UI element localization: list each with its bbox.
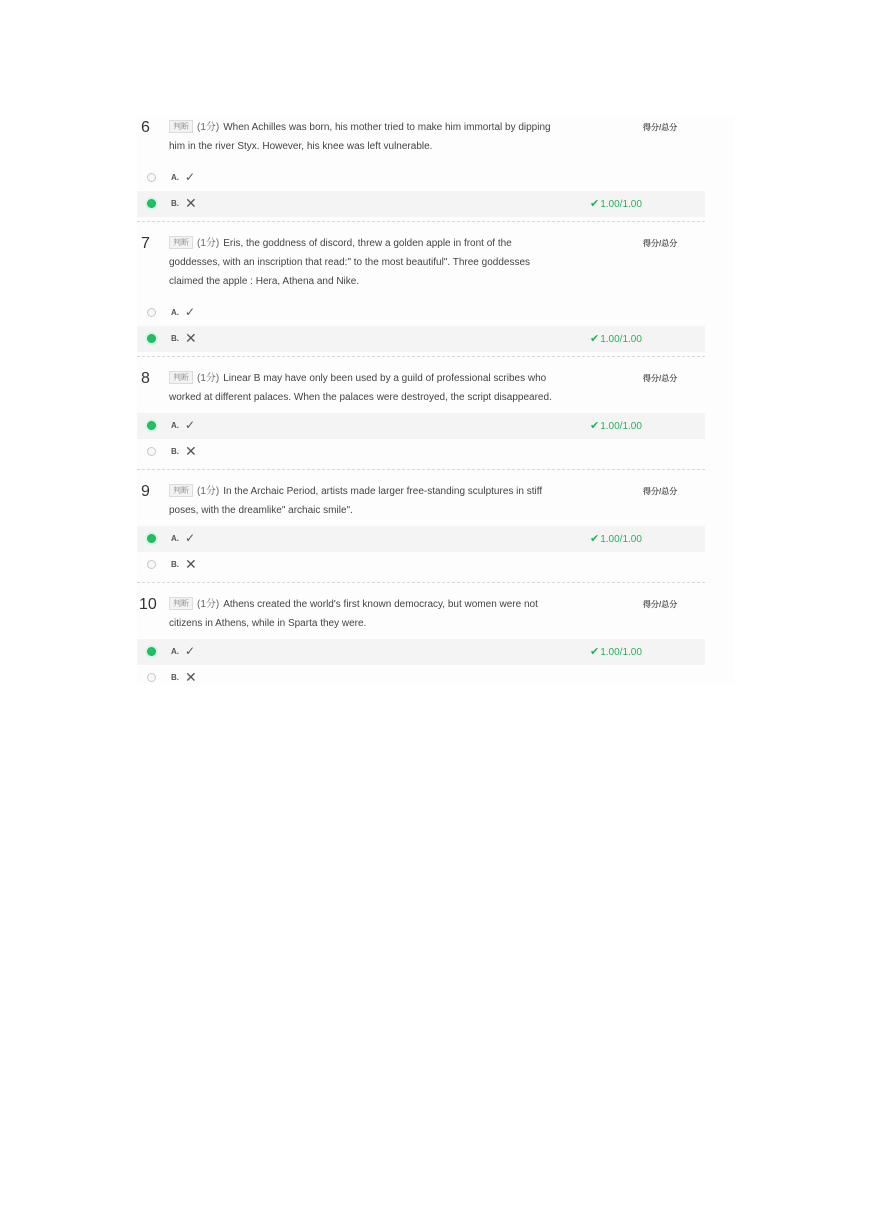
score-value: 1.00/1.00	[600, 199, 642, 210]
option-b[interactable]	[137, 665, 705, 691]
option-letter: B.	[171, 673, 179, 682]
radio-button-selected[interactable]	[147, 199, 156, 208]
correct-check-icon: ✔	[590, 333, 600, 345]
option-letter: B.	[171, 199, 179, 208]
option-b[interactable]	[137, 191, 705, 217]
score-total-label: 得分/总分	[643, 123, 678, 132]
question-points: (1分)	[197, 599, 220, 610]
option-score	[590, 533, 642, 546]
correct-check-icon: ✔	[590, 646, 600, 658]
score-value: 1.00/1.00	[600, 534, 642, 545]
radio-button[interactable]	[147, 560, 156, 569]
question-points: (1分)	[197, 238, 220, 249]
option-letter: B.	[171, 447, 179, 456]
radio-button-selected[interactable]	[147, 647, 156, 656]
option-score	[590, 333, 642, 346]
score-total-label: 得分/总分	[643, 239, 678, 248]
radio-button[interactable]	[147, 673, 156, 682]
option-a[interactable]	[137, 526, 705, 552]
option-a[interactable]	[137, 300, 705, 326]
question-type-tag: 判断	[169, 597, 193, 610]
cross-icon: ✕	[185, 669, 197, 685]
option-score	[590, 646, 642, 659]
option-letter: A.	[171, 647, 179, 656]
question-type-tag: 判断	[169, 120, 193, 133]
question-points: (1分)	[197, 486, 220, 497]
question-points: (1分)	[197, 373, 220, 384]
question-item	[137, 116, 705, 217]
cross-icon: ✕	[185, 443, 197, 459]
question-item	[137, 583, 705, 691]
question-text-block	[169, 482, 564, 520]
option-a[interactable]	[137, 165, 705, 191]
question-points: (1分)	[197, 122, 220, 133]
option-letter: A.	[171, 421, 179, 430]
question-header	[137, 234, 705, 291]
option-score	[590, 420, 642, 433]
question-number: 7	[141, 235, 150, 252]
question-text: In the Archaic Period, artists made larger free-standing sculptures in stiff poses, with the dreamlike" archaic smile".	[169, 486, 543, 516]
question-text-block	[169, 595, 554, 633]
check-icon: ✓	[185, 170, 196, 184]
option-b[interactable]	[137, 326, 705, 352]
score-total-label: 得分/总分	[643, 600, 678, 609]
question-number: 8	[141, 370, 150, 387]
score-value: 1.00/1.00	[600, 647, 642, 658]
question-text-block	[169, 234, 549, 291]
radio-button[interactable]	[147, 447, 156, 456]
correct-check-icon: ✔	[590, 198, 600, 210]
question-number: 9	[141, 483, 150, 500]
question-item	[137, 357, 705, 465]
question-header	[137, 595, 705, 633]
question-number: 6	[141, 119, 150, 136]
option-letter: A.	[171, 534, 179, 543]
option-letter: A.	[171, 308, 179, 317]
question-text-block	[169, 369, 564, 407]
option-letter: B.	[171, 334, 179, 343]
check-icon: ✓	[185, 305, 196, 319]
option-letter: B.	[171, 560, 179, 569]
question-text: When Achilles was born, his mother tried to make him immortal by dipping him in the river Styx. However, his knee was left vulnerable.	[169, 122, 551, 152]
question-text: Eris, the goddness of discord, threw a golden apple in front of the goddesses, with an inscription that read:" to the most beautiful". Three goddesses claimed the apple : Hera, Athena and Nike.	[169, 238, 531, 287]
score-total-label: 得分/总分	[643, 374, 678, 383]
question-number: 10	[139, 596, 157, 613]
question-text: Athens created the world's first known democracy, but women were not citizens in Athens, while in Sparta they were.	[169, 599, 538, 629]
question-type-tag: 判断	[169, 236, 193, 249]
score-value: 1.00/1.00	[600, 421, 642, 432]
radio-button[interactable]	[147, 173, 156, 182]
check-icon: ✓	[185, 644, 196, 658]
correct-check-icon: ✔	[590, 533, 600, 545]
question-item	[137, 222, 705, 352]
quiz-results-panel	[137, 116, 734, 684]
option-a[interactable]	[137, 413, 705, 439]
question-text-block	[169, 118, 569, 156]
option-score	[590, 198, 642, 211]
radio-button-selected[interactable]	[147, 421, 156, 430]
question-item	[137, 470, 705, 578]
radio-button-selected[interactable]	[147, 334, 156, 343]
question-type-tag: 判断	[169, 484, 193, 497]
question-header	[137, 118, 705, 156]
question-header	[137, 482, 705, 520]
option-b[interactable]	[137, 552, 705, 578]
cross-icon: ✕	[185, 556, 197, 572]
cross-icon: ✕	[185, 195, 197, 211]
score-total-label: 得分/总分	[643, 487, 678, 496]
cross-icon: ✕	[185, 330, 197, 346]
correct-check-icon: ✔	[590, 420, 600, 432]
check-icon: ✓	[185, 418, 196, 432]
option-letter: A.	[171, 173, 179, 182]
question-text: Linear B may have only been used by a guild of professional scribes who worked at different palaces. When the palaces were destroyed, the script disappeared.	[169, 373, 552, 403]
option-b[interactable]	[137, 439, 705, 465]
question-type-tag: 判断	[169, 371, 193, 384]
check-icon: ✓	[185, 531, 196, 545]
question-header	[137, 369, 705, 407]
score-value: 1.00/1.00	[600, 334, 642, 345]
radio-button[interactable]	[147, 308, 156, 317]
radio-button-selected[interactable]	[147, 534, 156, 543]
option-a[interactable]	[137, 639, 705, 665]
